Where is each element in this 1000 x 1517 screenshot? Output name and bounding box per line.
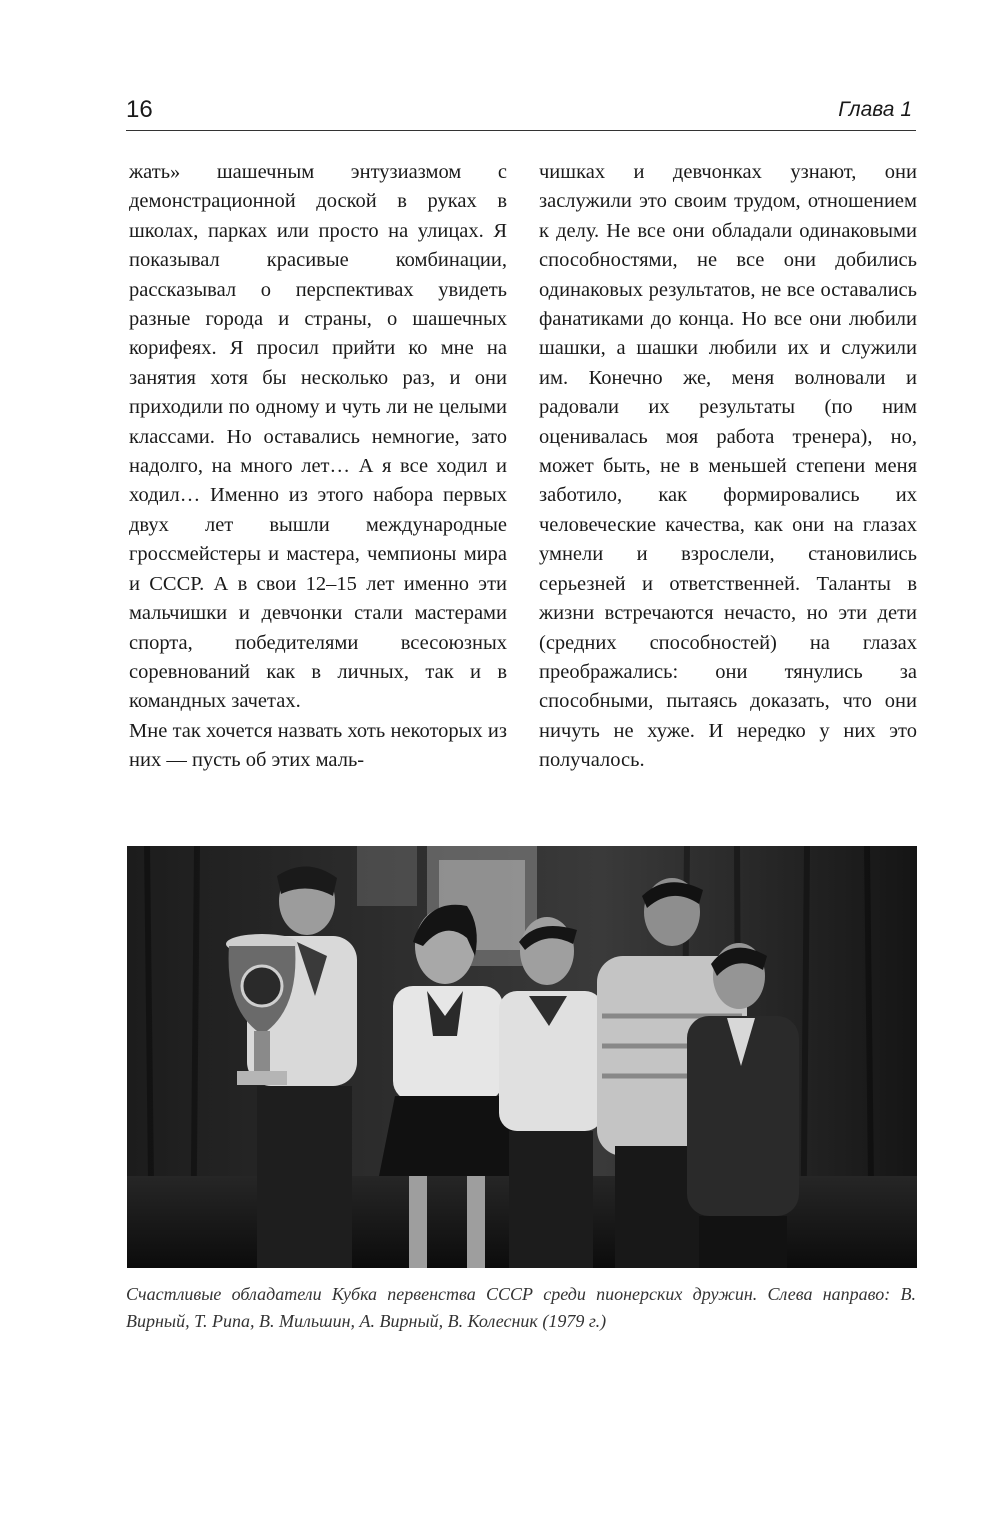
right-text-column [539, 158, 917, 776]
right-paragraph-1: чишках и девчонках узнают, они заслужили это своим трудом, отношением к делу. Не все они обладали одинаковыми способностями, не все они добились одинаковых результатов, не все оставались фанатиками до конца. Но все они любили шашки, а шашки любили их и служили им. Конечно же, меня волновали и радовали их результаты (по ним оценивалась моя работа тренера), но, может быть, не в меньшей степени меня заботило, как формировались их человеческие качества, как они на глазах умнели и взрослели, становились серьезней и ответственней. Таланты в жизни встречаются нечасто, но эти дети (средних способностей) на глазах преображались: они тянулись за способными, пытаясь доказать, что они ничуть не хуже. И нередко у них это получалось. [539, 161, 917, 772]
group-photo-image [127, 846, 917, 1268]
chapter-title: Глава 1 [838, 98, 912, 121]
group-photo [127, 846, 917, 1268]
running-header [126, 92, 916, 131]
photo-caption: Счастливые обладатели Кубка первенства СССР среди пионерских дружин. Слева направо: В. Вирный, Т. Рипа, В. Мильшин, А. Вирный, В. Колесник (1979 г.) [126, 1284, 916, 1331]
page-number: 16 [126, 96, 153, 123]
left-paragraph-2: Мне так хочется назвать хоть некоторых из них — пусть об этих маль- [129, 719, 507, 772]
left-paragraph-1: жать» шашечным энтузиазмом с демонстрационной доской в руках в школах, парках или просто на улицах. Я показывал красивые комбинации, рассказывал о перспективах увидеть разные города и страны, о шашечных корифеях. Я просил прийти ко мне на занятия хотя бы несколько раз, и они приходили по одному и чуть ли не целыми классами. Но оставались немногие, зато надолго, на много лет… А я все ходил и ходил… Именно из этого набора первых двух лет вышли международные гроссмейстеры и мастера, чемпионы мира и СССР. А в свои 12–15 лет именно эти мальчишки и девчонки стали мастерами спорта, победителями всесоюзных соревнований как в личных, так и в командных зачетах. [129, 161, 507, 713]
left-text-column [129, 158, 507, 776]
